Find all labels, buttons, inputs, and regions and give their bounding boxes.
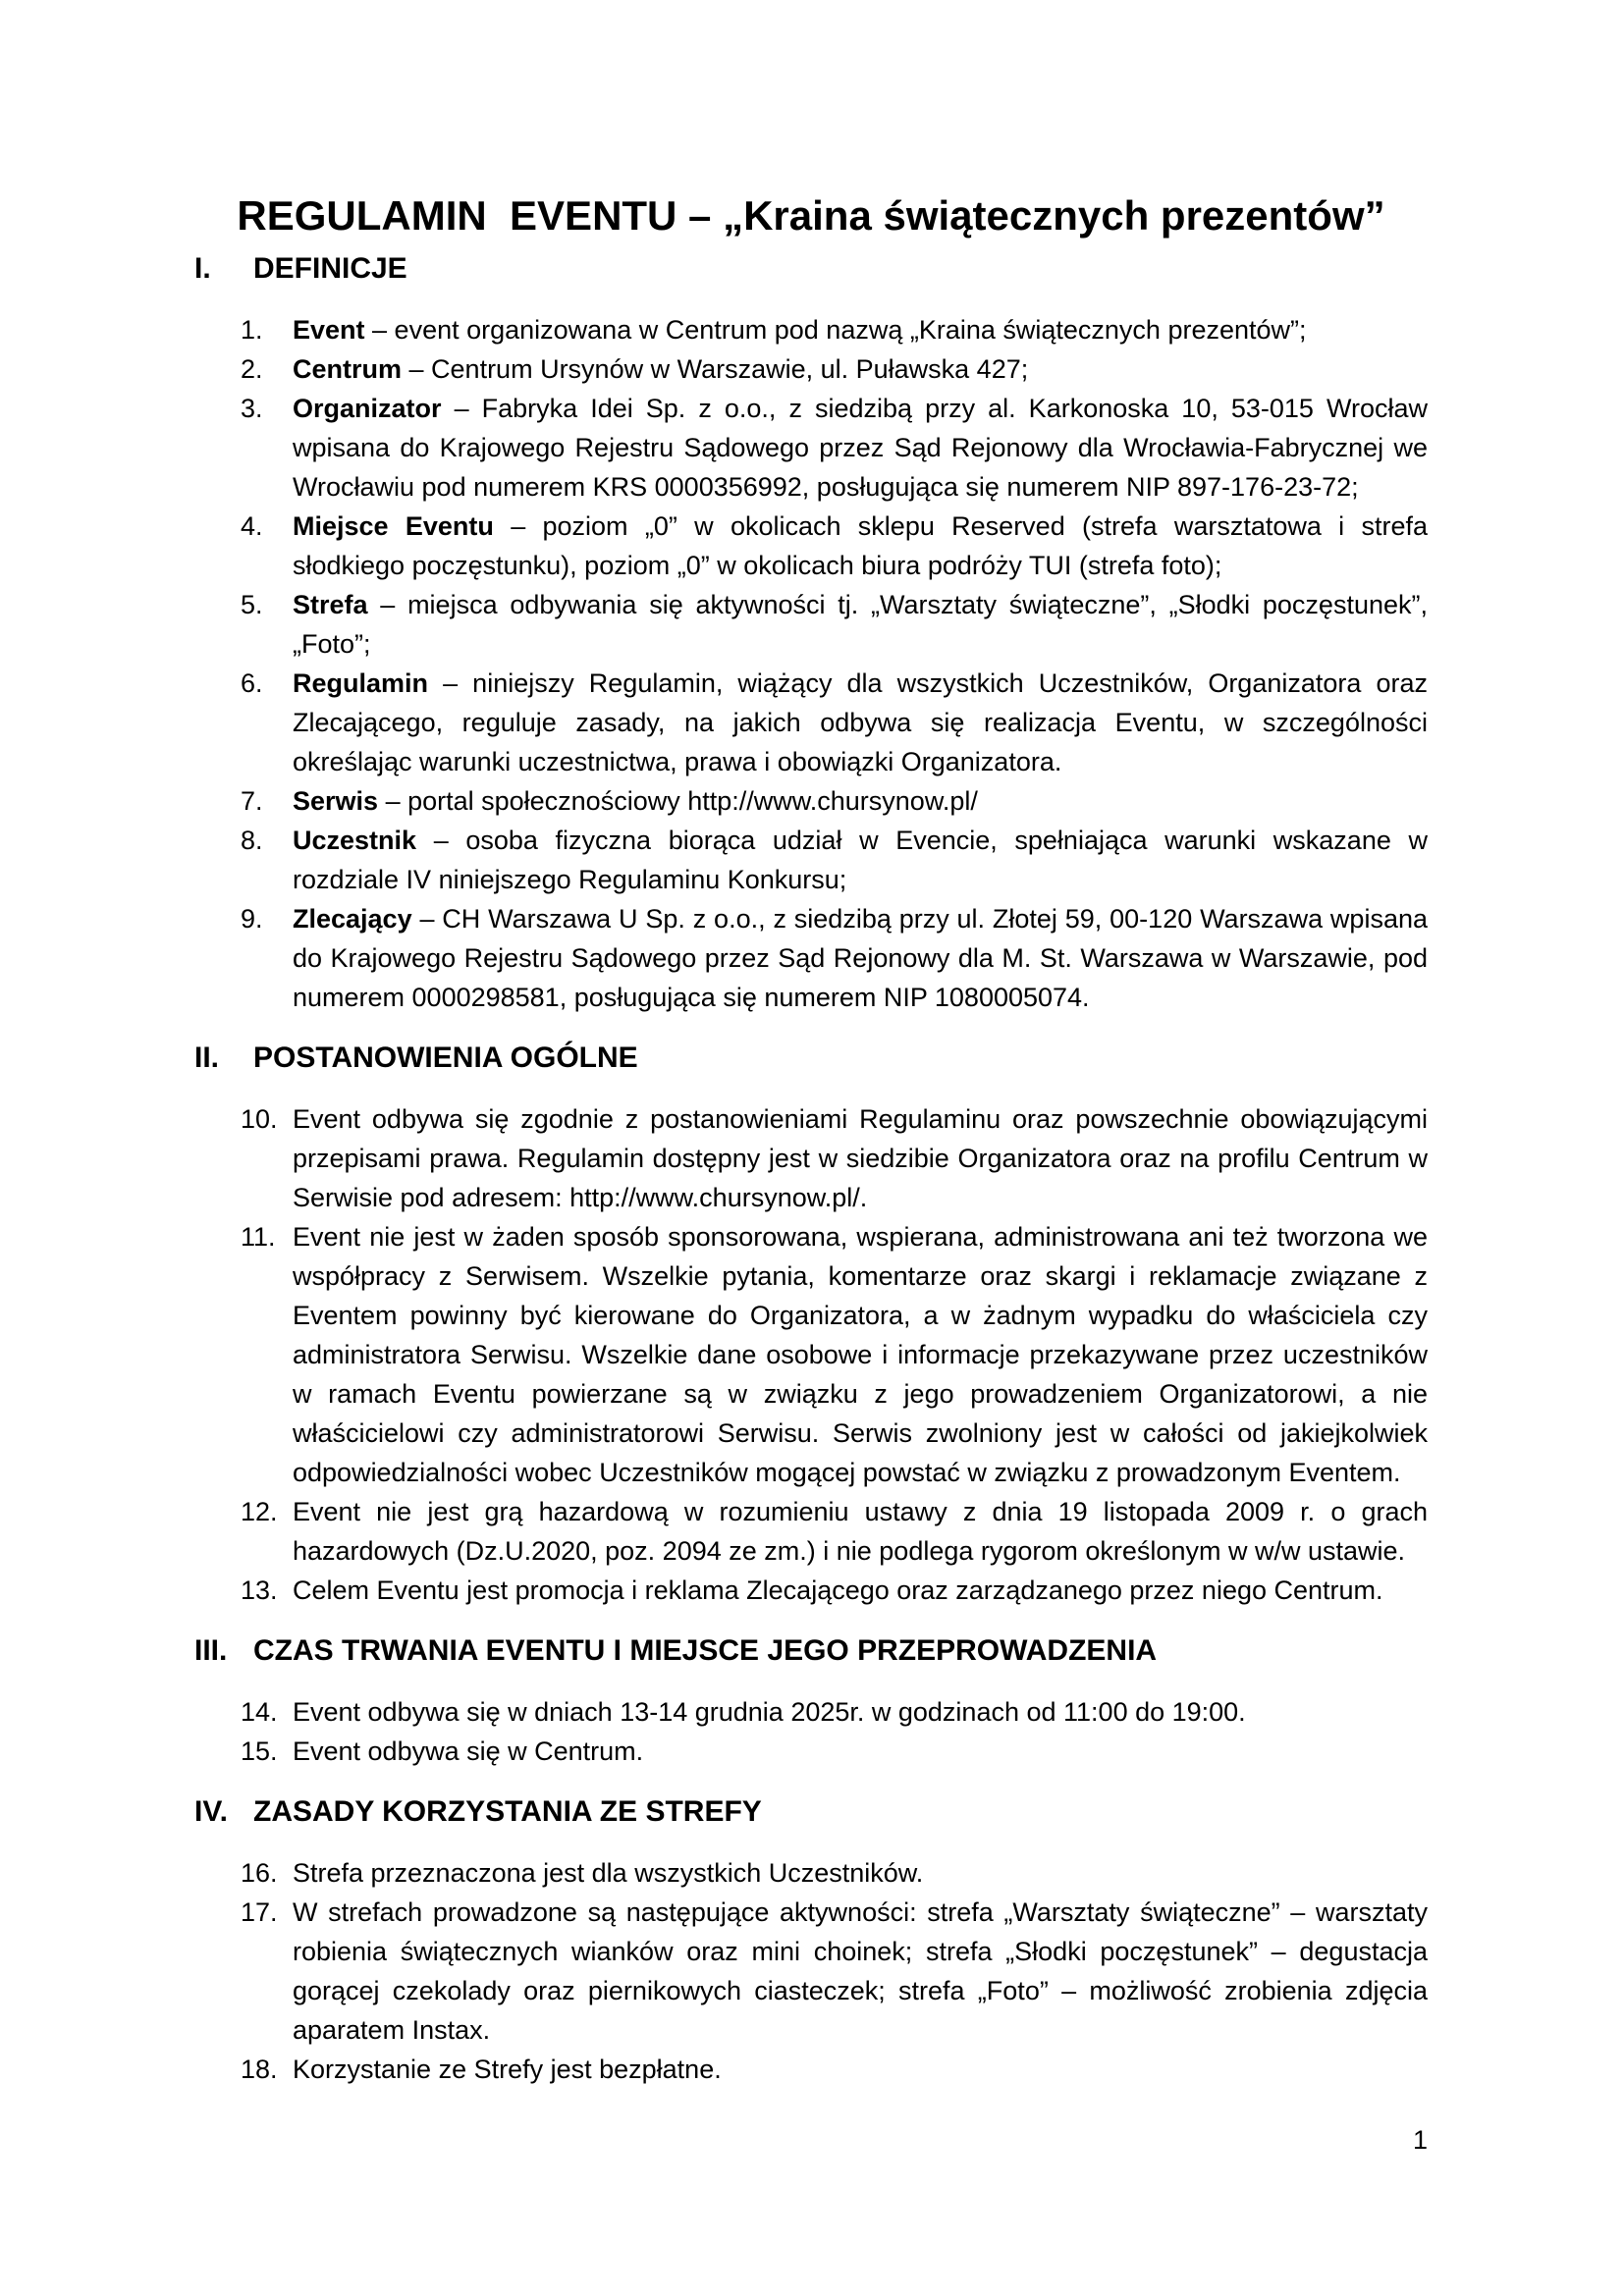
item-number: 15. (241, 1736, 278, 1766)
section-heading (194, 1039, 1428, 1078)
item-text-rest: – miejsca odbywania się aktywności tj. „Warsztaty świąteczne”, „Słodki poczęstunek”, „Foto”; (293, 590, 1428, 659)
item-text: Event odbywa się zgodnie z postanowieniami Regulaminu oraz powszechnie obowiązującymi przepisami prawa. Regulamin dostępny jest w siedzibie Organizatora oraz na profilu Centrum w Serwisie pod adresem: http://www.chursynow.pl/. (293, 1104, 1428, 1212)
item-number: 9. (241, 904, 263, 934)
item-text: Celem Eventu jest promocja i reklama Zlecającego oraz zarządzanego przez niego Centrum. (293, 1575, 1383, 1605)
list-item (194, 2050, 1428, 2089)
item-number: 7. (241, 786, 263, 816)
section-numeral: II. (194, 1041, 220, 1074)
list-item (194, 507, 1428, 585)
list-item (194, 1217, 1428, 1492)
section-label: POSTANOWIENIA OGÓLNE (253, 1041, 638, 1074)
item-text (293, 821, 1428, 899)
section-numeral: III. (194, 1634, 228, 1667)
list-item (194, 389, 1428, 507)
item-term: Event (293, 315, 365, 345)
list-item (194, 821, 1428, 899)
item-text-rest: – Centrum Ursynów w Warszawie, ul. Puławska 427; (402, 354, 1029, 384)
item-number: 12. (241, 1497, 278, 1526)
item-text-rest: – Fabryka Idei Sp. z o.o., z siedzibą przy al. Karkonoska 10, 53-015 Wrocław wpisana do Krajowego Rejestru Sądowego przez Sąd Rejonowy dla Wrocławia-Fabrycznej we Wrocławiu pod numerem KRS 0000356992, posługująca się numerem NIP 897-176-23-72; (293, 394, 1428, 502)
section-definicje (194, 249, 1428, 1017)
item-text (293, 389, 1428, 507)
list-item (194, 1853, 1428, 1893)
section-postanowienia-ogolne (194, 1039, 1428, 1610)
item-text: Korzystanie ze Strefy jest bezpłatne. (293, 2055, 722, 2084)
list-item (194, 1492, 1428, 1571)
item-number: 4. (241, 511, 263, 541)
list-item (194, 781, 1428, 821)
item-text: Event odbywa się w Centrum. (293, 1736, 644, 1766)
item-term: Regulamin (293, 668, 429, 698)
section-heading (194, 1792, 1428, 1832)
list-item (194, 664, 1428, 781)
item-number: 11. (241, 1222, 276, 1252)
item-text: Strefa przeznaczona jest dla wszystkich Uczestników. (293, 1858, 924, 1888)
item-number: 2. (241, 354, 263, 384)
item-number: 16. (241, 1858, 278, 1888)
section-label: CZAS TRWANIA EVENTU I MIEJSCE JEGO PRZEPROWADZENIA (253, 1634, 1158, 1667)
item-number: 10. (241, 1104, 278, 1134)
item-number: 5. (241, 590, 263, 619)
list-item (194, 1692, 1428, 1732)
list-item (194, 310, 1428, 349)
item-text (293, 349, 1428, 389)
item-text-rest: – portal społecznościowy http://www.chursynow.pl/ (378, 786, 978, 816)
page-number: 1 (1412, 2125, 1428, 2155)
item-text: W strefach prowadzone są następujące aktywności: strefa „Warsztaty świąteczne” – warsztaty robienia świątecznych wianków oraz mini choinek; strefa „Słodki poczęstunek” – degustacja gorącej czekolady oraz piernikowych ciasteczek; strefa „Foto” – możliwość zrobienia zdjęcia aparatem Instax. (293, 1897, 1428, 2045)
section-zasady-korzystania (194, 1792, 1428, 2089)
item-term: Organizator (293, 394, 442, 423)
item-term: Strefa (293, 590, 368, 619)
item-text-rest: – osoba fizyczna biorąca udział w Evencie, spełniająca warunki wskazane w rozdziale IV niniejszego Regulaminu Konkursu; (293, 826, 1428, 894)
item-term: Uczestnik (293, 826, 417, 855)
item-number: 17. (241, 1897, 278, 1927)
item-number: 8. (241, 826, 263, 855)
item-term: Zlecający (293, 904, 412, 934)
item-text-rest: – niniejszy Regulamin, wiążący dla wszystkich Uczestników, Organizatora oraz Zlecającego, reguluje zasady, na jakich odbywa się realizacja Eventu, w szczególności określając warunki uczestnictwa, prawa i obowiązki Organizatora. (293, 668, 1428, 776)
section-heading (194, 1631, 1428, 1671)
item-text-rest: – CH Warszawa U Sp. z o.o., z siedzibą przy ul. Złotej 59, 00-120 Warszawa wpisana do Krajowego Rejestru Sądowego przez Sąd Rejonowy dla M. St. Warszawa w Warszawie, pod numerem 0000298581, posługująca się numerem NIP 1080005074. (293, 904, 1428, 1012)
item-text-rest: – poziom „0” w okolicach sklepu Reserved (strefa warsztatowa i strefa słodkiego poczęstunku), poziom „0” w okolicach biura podróży TUI (strefa foto); (293, 511, 1429, 580)
list-item (194, 349, 1428, 389)
document-title: REGULAMIN EVENTU – „Kraina świątecznych prezentów” (237, 192, 1385, 239)
section-label: ZASADY KORZYSTANIA ZE STREFY (253, 1795, 762, 1828)
section-heading (194, 249, 1428, 289)
item-text-rest: – event organizowana w Centrum pod nazwą „Kraina świątecznych prezentów”; (364, 315, 1307, 345)
list-item (194, 1571, 1428, 1610)
document-content (194, 0, 1428, 2089)
item-text: Event nie jest w żaden sposób sponsorowana, wspierana, administrowana ani też tworzona we współpracy z Serwisem. Wszelkie pytania, komentarze oraz skargi i reklamacje związane z Eventem powinny być kierowane do Organizatora, a w żadnym wypadku do właściciela czy administratora Serwisu. Wszelkie dane osobowe i informacje przekazywane przez uczestników w ramach Eventu powierzane są w związku z jego prowadzeniem Organizatorowi, a nie właścicielowi czy administratorowi Serwisu. Serwis zwolniony jest w całości od jakiejkolwiek odpowiedzialności wobec Uczestników mogącej powstać w związku z prowadzonym Eventem. (293, 1222, 1428, 1487)
item-number: 18. (241, 2055, 278, 2084)
list-item (194, 1893, 1428, 2050)
list-item (194, 1732, 1428, 1771)
item-text (293, 310, 1428, 349)
item-text (293, 899, 1428, 1017)
item-number: 13. (241, 1575, 278, 1605)
item-number: 3. (241, 394, 263, 423)
section-label: DEFINICJE (253, 252, 407, 285)
item-text (293, 585, 1428, 664)
section-numeral: I. (194, 252, 211, 285)
item-text (293, 664, 1428, 781)
item-term: Serwis (293, 786, 379, 816)
item-term: Miejsce Eventu (293, 511, 494, 541)
list-item (194, 899, 1428, 1017)
section-numeral: IV. (194, 1795, 228, 1828)
item-term: Centrum (293, 354, 403, 384)
item-text: Event odbywa się w dniach 13-14 grudnia 2025r. w godzinach od 11:00 do 19:00. (293, 1697, 1246, 1727)
item-text (293, 781, 1428, 821)
item-number: 6. (241, 668, 263, 698)
list-item (194, 1099, 1428, 1217)
item-number: 14. (241, 1697, 278, 1727)
item-number: 1. (241, 315, 263, 345)
item-text: Event nie jest grą hazardową w rozumieniu ustawy z dnia 19 listopada 2009 r. o grach hazardowych (Dz.U.2020, poz. 2094 ze zm.) i nie podlega rygorom określonym w w/w ustawie. (293, 1497, 1428, 1566)
section-czas-trwania (194, 1631, 1428, 1771)
list-item (194, 585, 1428, 664)
item-text (293, 507, 1428, 585)
